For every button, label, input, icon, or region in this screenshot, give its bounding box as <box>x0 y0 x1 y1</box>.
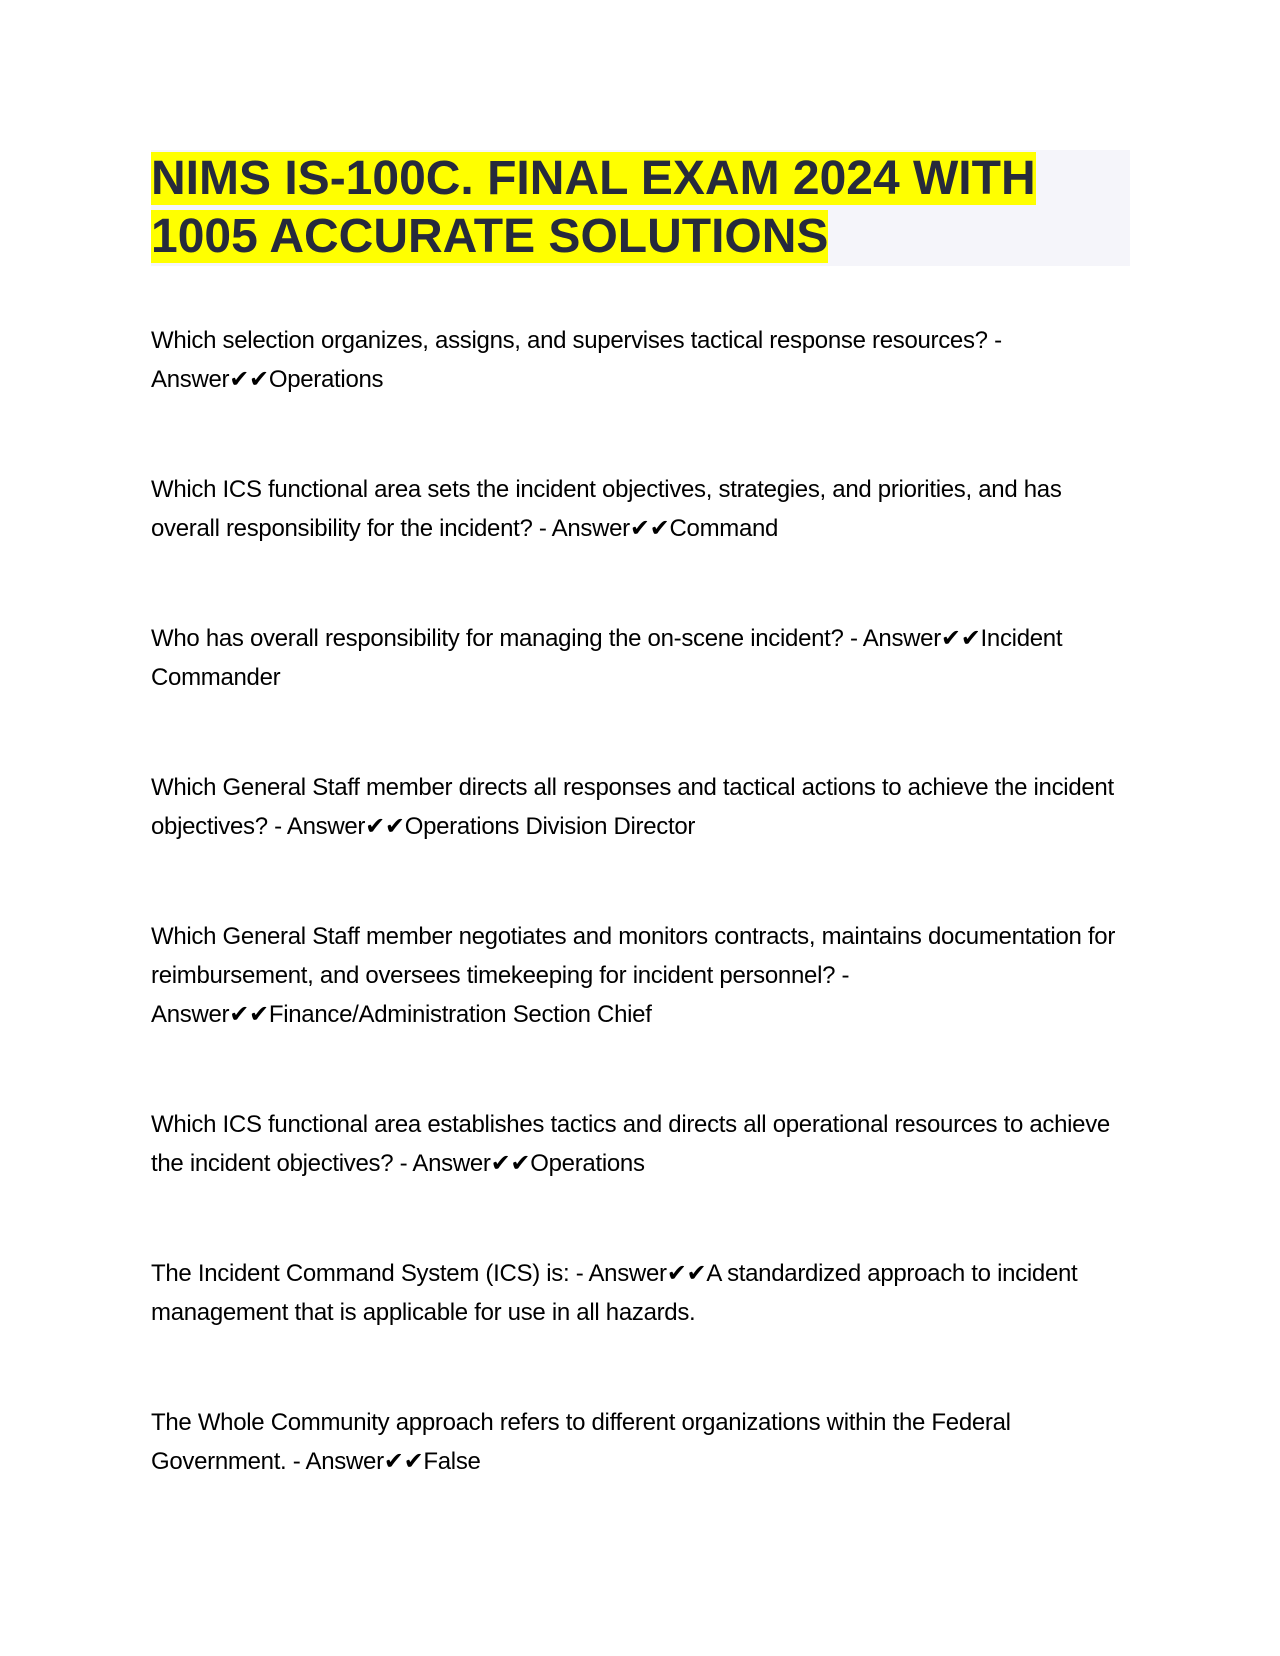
document-title-text: NIMS IS-100C. FINAL EXAM 2024 WITH 1005 ACCURATE SOLUTIONS <box>151 152 1036 263</box>
question-answer-item: Who has overall responsibility for managing the on-scene incident? - Answer✔✔Incident Commander <box>151 625 1063 691</box>
question-answer-list <box>151 321 1136 1552</box>
question-answer-item: The Incident Command System (ICS) is: - Answer✔✔A standardized approach to incident management that is applicable for use in all hazards. <box>151 1260 1078 1326</box>
question-answer-item: The Whole Community approach refers to different organizations within the Federal Government. - Answer✔✔False <box>151 1409 1011 1475</box>
question-answer-item: Which ICS functional area establishes tactics and directs all operational resources to achieve the incident objectives? - Answer✔✔Operations <box>151 1111 1110 1177</box>
question-answer-item: Which General Staff member negotiates and monitors contracts, maintains documentation for reimbursement, and oversees timekeeping for incident personnel? - Answer✔✔Finance/Administration Section Chief <box>151 923 1116 1028</box>
document-title <box>151 150 1130 266</box>
question-answer-item: Which ICS functional area sets the incident objectives, strategies, and priorities, and has overall responsibility for the incident? - Answer✔✔Command <box>151 476 1062 542</box>
question-answer-item: Which General Staff member directs all responses and tactical actions to achieve the incident objectives? - Answer✔✔Operations Division Director <box>151 774 1114 840</box>
question-answer-item: Which selection organizes, assigns, and supervises tactical response resources? - Answer✔✔Operations <box>151 327 1002 393</box>
document-title-block <box>151 150 1130 266</box>
